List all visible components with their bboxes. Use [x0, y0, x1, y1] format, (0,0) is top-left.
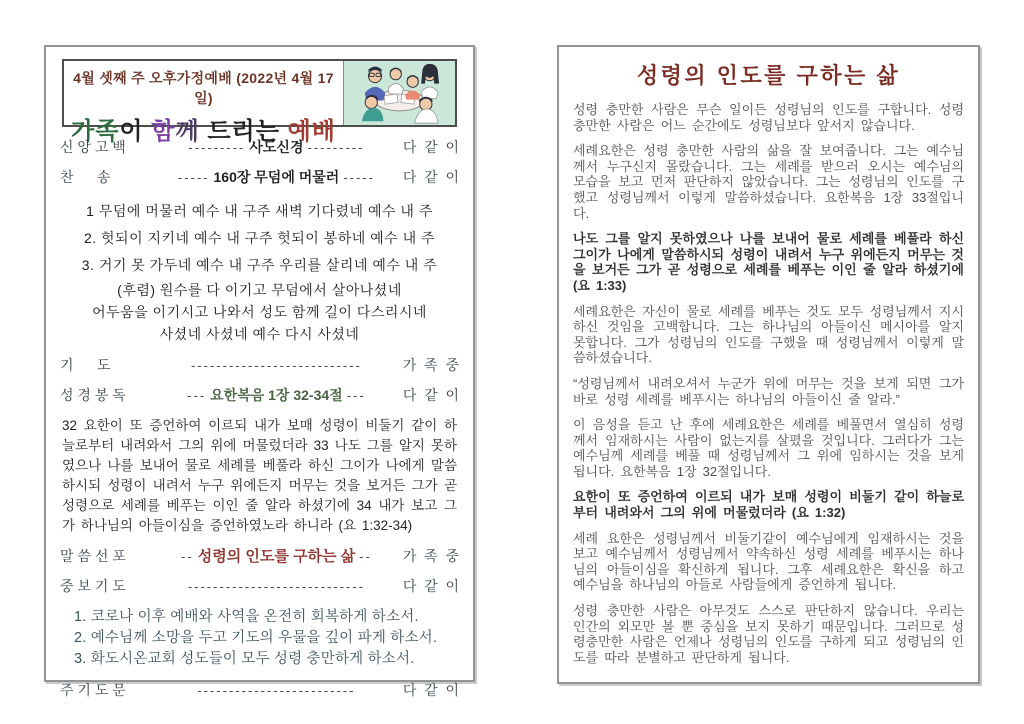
title-part-ham: 함	[151, 118, 176, 145]
hymn-verse-1: 1 무덤에 머물러 예수 내 구주 새벽 기다렸네 예수 내 주	[86, 203, 433, 219]
dash-fill: -----	[343, 170, 375, 185]
intercession-item-1: 1. 코로나 이후 예배와 사역을 온전히 회복하게 하소서.	[74, 609, 419, 625]
order-row-intercession	[60, 577, 459, 596]
worship-date-subtitle: 4월 셋째 주 오후가정예배 (2022년 4월 17일)	[73, 70, 334, 106]
family-reading-icon	[344, 61, 455, 125]
order-label: 중 보 기 도	[60, 578, 126, 594]
order-label: 성 경 봉 독	[60, 387, 126, 403]
sermon-quote-john-1-32: 요한이 또 증언하여 이르되 내가 보매 성령이 비둘기 같이 하늘로부터 내려와서 그의 위에 머물렀더라 (요 1:32)	[573, 489, 964, 521]
order-participant: 다 같 이	[402, 578, 459, 594]
dash-fill: ---------------------------	[190, 358, 362, 373]
sermon-quote-voice: “성령님께서 내려오셔서 누군가 위에 머무는 것을 보게 되면 그가 바로 성령 세례를 베푸시는 하나님의 아들이신 줄 알라.”	[573, 375, 964, 407]
order-row-hymn	[60, 168, 459, 187]
sermon-paragraph-8: 세례 요한은 성령님께서 비둘기같이 예수님에게 임재하시는 것을 보고 예수님께서 성령님께서 약속하신 성령 세례를 베푸시는 하나님의 아들이심을 확신하게 됩니다. 그후 세례요한은 확신을 하고 예수님을 하나님의 아들로 사람들에게 증언하게 됩니다.	[573, 530, 964, 593]
order-row-confession	[60, 138, 459, 157]
order-row-lords-prayer	[60, 681, 459, 700]
sermon-page-title: 성령의 인도를 구하는 삶	[636, 63, 901, 88]
dash-fill: ----------------------------	[187, 579, 366, 594]
worship-header-box	[62, 59, 457, 145]
order-row-scripture-reading	[60, 386, 459, 405]
title-part-family: 가족	[71, 118, 120, 145]
order-label: 말 씀 선 포	[60, 548, 126, 564]
scripture-reference: 요한복음 1장 32-34절	[210, 387, 343, 403]
order-label: 신 앙 고 백	[60, 139, 126, 155]
order-row-prayer	[60, 356, 459, 375]
intercession-list	[74, 607, 461, 670]
order-label: 기 도	[60, 357, 111, 373]
hymn-chorus-3: 사셨네 사셨네 예수 다시 사셨네	[159, 326, 360, 342]
order-participant: 가 족 중	[402, 548, 459, 564]
bulletin-page-worship-order	[44, 45, 475, 698]
title-part-yebae: 예배	[287, 118, 336, 145]
dash-fill: -----	[177, 170, 210, 185]
hymn-chorus-1: (후렴) 원수를 다 이기고 무덤에서 살아나셨네	[117, 282, 402, 298]
order-item-value: 160장 무덤에 머물러	[213, 169, 340, 185]
scripture-text: 32 요한이 또 증언하여 이르되 내가 보매 성령이 비둘기 같이 하늘로부터 내려와서 그의 위에 머물렀더라 33 나도 그를 알지 못하였으나 나를 보내어 물로 세례를 베풀라 하신 그이가 나에게 말씀하시되 성령이 내려서 누구 위에든지 머무는 것을 보거든 그가 곧 성령으로 세례를 베푸는 이인 줄 알라 하셨기에 34 내가 보고 그가 하나님의 아들이심을 증언하였노라 하니라 (요 1:32-34)	[62, 418, 457, 533]
hymn-lyrics	[58, 198, 461, 345]
order-participant: 다 같 이	[402, 387, 459, 403]
sermon-paragraph-9: 성령 충만한 사람은 아무것도 스스로 판단하지 않습니다. 우리는 인간의 외모만 볼 뿐 중심을 보지 못하기 때문입니다. 그러므로 성령충만한 사람은 언제나 성령님의 인도를 구하게 되고 성령님의 인도를 따라 분별하고 판단하게 됩니다.	[573, 603, 964, 665]
hymn-verse-3: 3. 거기 못 가두네 예수 내 구주 우리를 살리네 예수 내 주	[81, 257, 438, 273]
dash-fill: ---	[187, 388, 207, 403]
hymn-verse-2: 2. 헛되이 지키네 예수 내 구주 헛되이 봉하네 예수 내 주	[83, 230, 436, 246]
bulletin-page-sermon	[557, 45, 980, 684]
sermon-paragraph-4: 세례요한은 자신이 물로 세례를 베푸는 것도 모두 성령님께서 지시하신 것임을 고백합니다. 그는 하나님의 아들이신 메시아를 알지 못합니다. 그가 성령님의 인도를 구했을 때 성령님께서 이렇게 말씀하셨습니다.	[573, 303, 964, 366]
dash-fill: --	[181, 549, 194, 564]
dash-fill: ---------	[307, 140, 365, 155]
dash-fill: ---	[346, 388, 366, 403]
sermon-quote-john-1-33: 나도 그를 알지 못하였으나 나를 보내어 물로 세례를 베풀라 하신 그이가 나에게 말씀하시되 성령이 내려서 누구 위에든지 머무는 것을 보거든 그가 곧 성령으로 세례를 베푸는 이인 줄 알라 하셨기에 (요 1:33)	[573, 231, 964, 293]
title-part-i: 이	[119, 118, 152, 145]
dash-fill: --	[359, 549, 372, 564]
title-part-kke: 께	[175, 118, 208, 145]
order-label: 찬 송	[60, 169, 111, 185]
order-item-value: 사도신경	[249, 139, 304, 155]
order-participant: 다 같 이	[402, 139, 459, 155]
order-participant: 가 족 중	[402, 357, 459, 373]
sermon-paragraph-6: 이 음성을 듣고 난 후에 세례요한은 세례를 베풀면서 열심히 성령께서 임재하시는 사람이 없는지를 살폈을 것입니다. 그러다가 그는 예수님께 세례를 베풀 때 성령님께서 그 위에 임하시는 것을 보게 됩니다. 요한복음 1장 32절입니다.	[573, 417, 964, 479]
order-label: 주 기 도 문	[60, 682, 126, 698]
dash-fill: ---------	[188, 140, 246, 155]
sermon-paragraph-1: 성령 충만한 사람은 무슨 일이든 성령님의 인도를 구합니다. 성령 충만한 사람은 어느 순간에도 성령님보다 앞서지 않습니다.	[573, 102, 964, 133]
sermon-paragraph-2: 세례요한은 성령 충만한 사람의 삶을 잘 보여줍니다. 그는 예수님께서 누구신지 몰랐습니다. 그는 세례를 받으러 오시는 예수님의 모습을 보고 먼저 판단하지 않았습니다. 그는 성령님의 인도를 구했고 성령님께서 이렇게 말씀하셨습니다. 요한복음 1장 33절입니다.	[573, 143, 964, 221]
family-illustration	[343, 61, 455, 125]
order-row-sermon	[60, 547, 459, 566]
order-participant: 다 같 이	[402, 682, 459, 698]
intercession-item-2: 2. 예수님께 소망을 두고 기도의 우물을 깊이 파게 하소서.	[74, 630, 438, 646]
sermon-title-inline: 성령의 인도를 구하는 삶	[197, 548, 356, 565]
worship-header-text	[64, 61, 343, 145]
hymn-chorus-2: 어두움을 이기시고 나와서 성도 함께 길이 다스리시네	[92, 304, 427, 320]
dash-fill: -------------------------	[197, 683, 356, 698]
intercession-item-3: 3. 화도시온교회 성도들이 모두 성령 충만하게 하소서.	[74, 651, 415, 667]
order-participant: 다 같 이	[402, 169, 459, 185]
title-part-deurineun: 드리는	[207, 118, 288, 145]
